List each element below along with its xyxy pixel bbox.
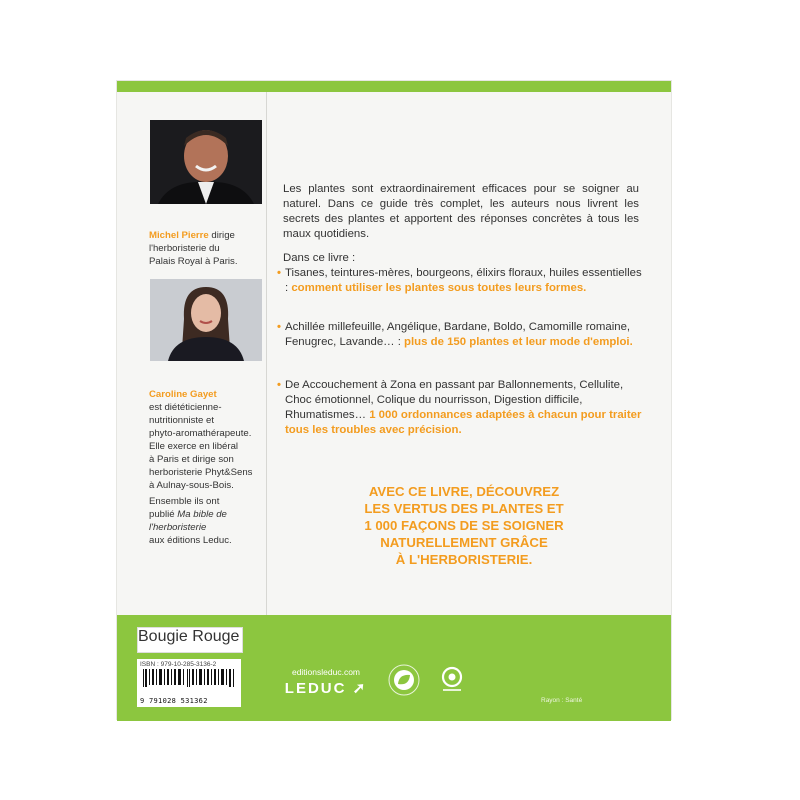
author1-bio bbox=[149, 229, 265, 268]
author1-name: Michel Pierre bbox=[149, 230, 209, 241]
bullet1-highlight: comment utiliser les plantes sous toutes leurs formes. bbox=[291, 282, 587, 294]
author1-desc-1: dirige bbox=[208, 230, 235, 241]
dans-ce-livre-heading: Dans ce livre : bbox=[283, 252, 356, 264]
book-title-1: Ma bible de bbox=[177, 509, 227, 520]
website-text: editionsleduc.com bbox=[291, 667, 361, 677]
author2-line: phyto-aromathérapeute. bbox=[149, 428, 252, 439]
author2-line: à Aulnay-sous-Bois. bbox=[149, 480, 234, 491]
bougie-rouge-logo: Bougie Rouge bbox=[137, 627, 243, 653]
author2-line: Elle exerce en libéral bbox=[149, 441, 239, 452]
bullet2-text: Achillée millefeuille, Angélique, Bardane, Boldo, Camomille romaine, Fenugrec, Lavande… : bbox=[285, 321, 631, 348]
author2-line: à Paris et dirige son bbox=[149, 454, 234, 465]
bullet-item-2 bbox=[277, 320, 643, 350]
isbn-text: ISBN : 979-10-285-3136-2 bbox=[140, 661, 217, 668]
book-back-cover bbox=[116, 80, 672, 720]
together-line-1: Ensemble ils ont bbox=[149, 496, 220, 507]
barcode-digits: 9 791028 531362 bbox=[140, 697, 208, 705]
bullet-dot-icon: • bbox=[277, 267, 281, 279]
intro-paragraph: Les plantes sont extraordinairement efficaces pour se soigner au naturel. Dans ce guide très complet, les auteurs nous livrent les secrets des plantes et apportent des réponses concrètes à tous les maux quotidiens. bbox=[283, 183, 639, 240]
together-text bbox=[149, 495, 265, 547]
author-photo-caroline-gayet bbox=[150, 279, 262, 361]
top-green-band bbox=[117, 81, 671, 92]
cta-line: AVEC CE LIVRE, DÉCOUVREZ bbox=[368, 484, 560, 499]
isbn-barcode-box bbox=[137, 659, 241, 707]
author1-desc-2: l'herboristerie du bbox=[149, 243, 220, 254]
cta-line: À L'HERBORISTERIE. bbox=[395, 552, 533, 567]
together-line-2: publié bbox=[149, 509, 178, 520]
leduc-brand-text: LEDUC bbox=[284, 680, 347, 697]
bullet2-highlight: plus de 150 plantes et leur mode d'emploi. bbox=[404, 336, 633, 348]
bullet-item-1 bbox=[277, 266, 643, 296]
bullet1-text: Tisanes, teintures-mères, bourgeons, élixirs floraux, huiles essentielles : bbox=[285, 267, 642, 294]
author2-name: Caroline Gayet bbox=[149, 389, 217, 400]
arrow-icon: ➚ bbox=[346, 680, 368, 697]
bullet3-text: De Accouchement à Zona en passant par Ballonnements, Cellulite, Choc émotionnel, Colique du nourrisson, Digestion difficile, Rhumatismes… bbox=[285, 379, 624, 421]
cta-line: NATURELLEMENT GRÂCE bbox=[380, 535, 548, 550]
rayon-text: Rayon : Santé bbox=[541, 697, 583, 704]
bullet-dot-icon: • bbox=[277, 379, 281, 391]
author2-bio bbox=[149, 388, 265, 492]
book-title-2: l'herboristerie bbox=[149, 522, 207, 533]
together-line-3: aux éditions Leduc. bbox=[149, 535, 232, 546]
leduc-brand bbox=[281, 679, 371, 697]
bullet-item-3 bbox=[277, 378, 643, 438]
author1-desc-3: Palais Royal à Paris. bbox=[149, 256, 238, 267]
author2-line: nutritionniste et bbox=[149, 415, 215, 426]
location-badge-icon bbox=[435, 663, 469, 697]
call-to-action bbox=[301, 483, 627, 568]
cta-line: 1 000 FAÇONS DE SE SOIGNER bbox=[364, 518, 564, 533]
column-divider bbox=[266, 92, 267, 615]
bottom-green-band bbox=[117, 615, 671, 721]
author2-line: est diététicienne- bbox=[149, 402, 222, 413]
bullet3-highlight: 1 000 ordonnances adaptées à chacun pour traiter tous les troubles avec précision. bbox=[285, 409, 642, 436]
author2-line: herboristerie Phyt&Sens bbox=[149, 467, 253, 478]
leaf-badge-icon bbox=[387, 663, 421, 697]
bullet-dot-icon: • bbox=[277, 321, 281, 333]
author-photo-michel-pierre bbox=[150, 120, 262, 204]
cta-line: LES VERTUS DES PLANTES ET bbox=[364, 501, 564, 516]
barcode-icon bbox=[137, 669, 241, 695]
